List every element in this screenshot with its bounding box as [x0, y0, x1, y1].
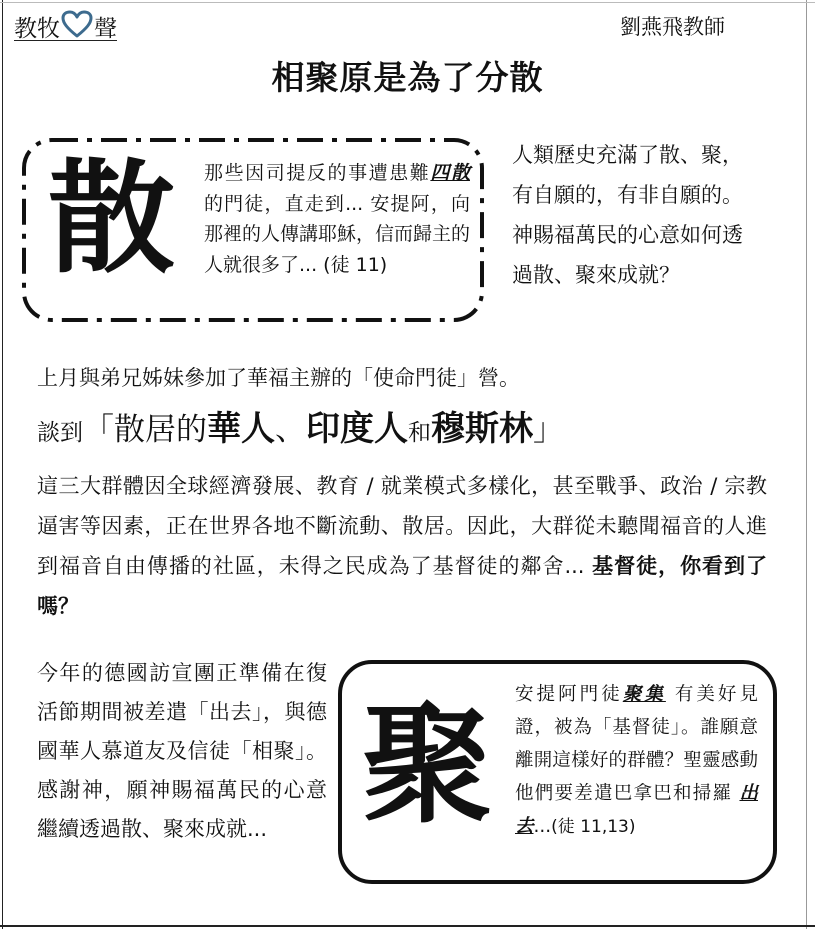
quote-emphasis: 聚集 — [622, 684, 666, 705]
scripture-quote-gather — [515, 678, 758, 844]
group-chinese: 華人 — [207, 409, 275, 449]
close-quote: 」 — [533, 412, 564, 448]
quote-text: ... — [533, 816, 552, 837]
quote-emphasis: 四散 — [430, 162, 470, 184]
paragraph-text: 這三大群體因全球經濟發展、教育 / 就業模式多樣化，甚至戰爭、政治 / 宗教逼害等因素，正在世界各地不斷流動、散居。因此，大群從未聽聞福音的人進到福音自由傳播的社區，未得之民成為了基督徒的鄰舍... — [37, 474, 767, 578]
page-border-left — [2, 0, 3, 929]
scripture-quote-scatter — [204, 158, 470, 280]
intro-paragraph: 人類歷史充滿了散、聚，有自願的，有非自願的。神賜福萬民的心意如何透過散、聚來成就？ — [512, 143, 743, 287]
column-name-part2: 聲 — [94, 16, 117, 42]
quote-emphasis: 出去 — [515, 783, 758, 837]
heading-text: 、 — [275, 412, 306, 448]
open-quote: 「 — [83, 412, 114, 448]
gather-character: 聚 — [362, 689, 493, 841]
quote-text: 安提阿門徒 — [515, 684, 623, 705]
page-border-right — [806, 0, 807, 929]
group-muslim: 穆斯林 — [431, 409, 533, 449]
scripture-reference: (徒 11,13) — [551, 817, 636, 837]
article-title: 相聚原是為了分散 — [271, 58, 544, 97]
column-name-part1: 教牧 — [14, 16, 60, 42]
heading-text: 散居的 — [114, 412, 207, 448]
scatter-character: 散 — [48, 148, 175, 290]
author-name: 劉燕飛教師 — [620, 15, 725, 39]
diaspora-heading — [37, 404, 564, 458]
quote-text: 的門徒，直走到... 安提阿，向那裡的人傳講耶穌，信而歸主的人就很多了... — [204, 192, 471, 276]
paragraph-question: 基督徒，你看到了嗎？ — [37, 554, 767, 618]
column-name — [14, 10, 117, 41]
page-border-top — [0, 2, 815, 3]
group-indian: 印度人 — [306, 409, 408, 449]
heading-text: 和 — [408, 420, 431, 446]
diaspora-paragraph — [37, 466, 767, 626]
page-border-bottom — [0, 925, 815, 927]
camp-paragraph: 上月與弟兄姊妹參加了華福主辦的「使命門徒」營。 — [37, 366, 520, 390]
heading-text: 談到 — [37, 420, 83, 446]
mission-team-paragraph: 今年的德國訪宣團正準備在復活節期間被差遣「出去」，與德國華人慕道友及信徒「相聚」。感謝神，願神賜福萬民的心意繼續透過散、聚來成就... — [37, 661, 327, 841]
quote-text: 那些因司提反的事遭患難 — [204, 162, 431, 184]
quote-text: 有美好見證，被為「基督徒」。誰願意離開這樣好的群體？聖靈感動他們要差遣巴拿巴和掃羅 — [515, 684, 758, 804]
scripture-reference: (徒 11) — [323, 253, 388, 276]
heart-outline-icon — [61, 10, 93, 38]
